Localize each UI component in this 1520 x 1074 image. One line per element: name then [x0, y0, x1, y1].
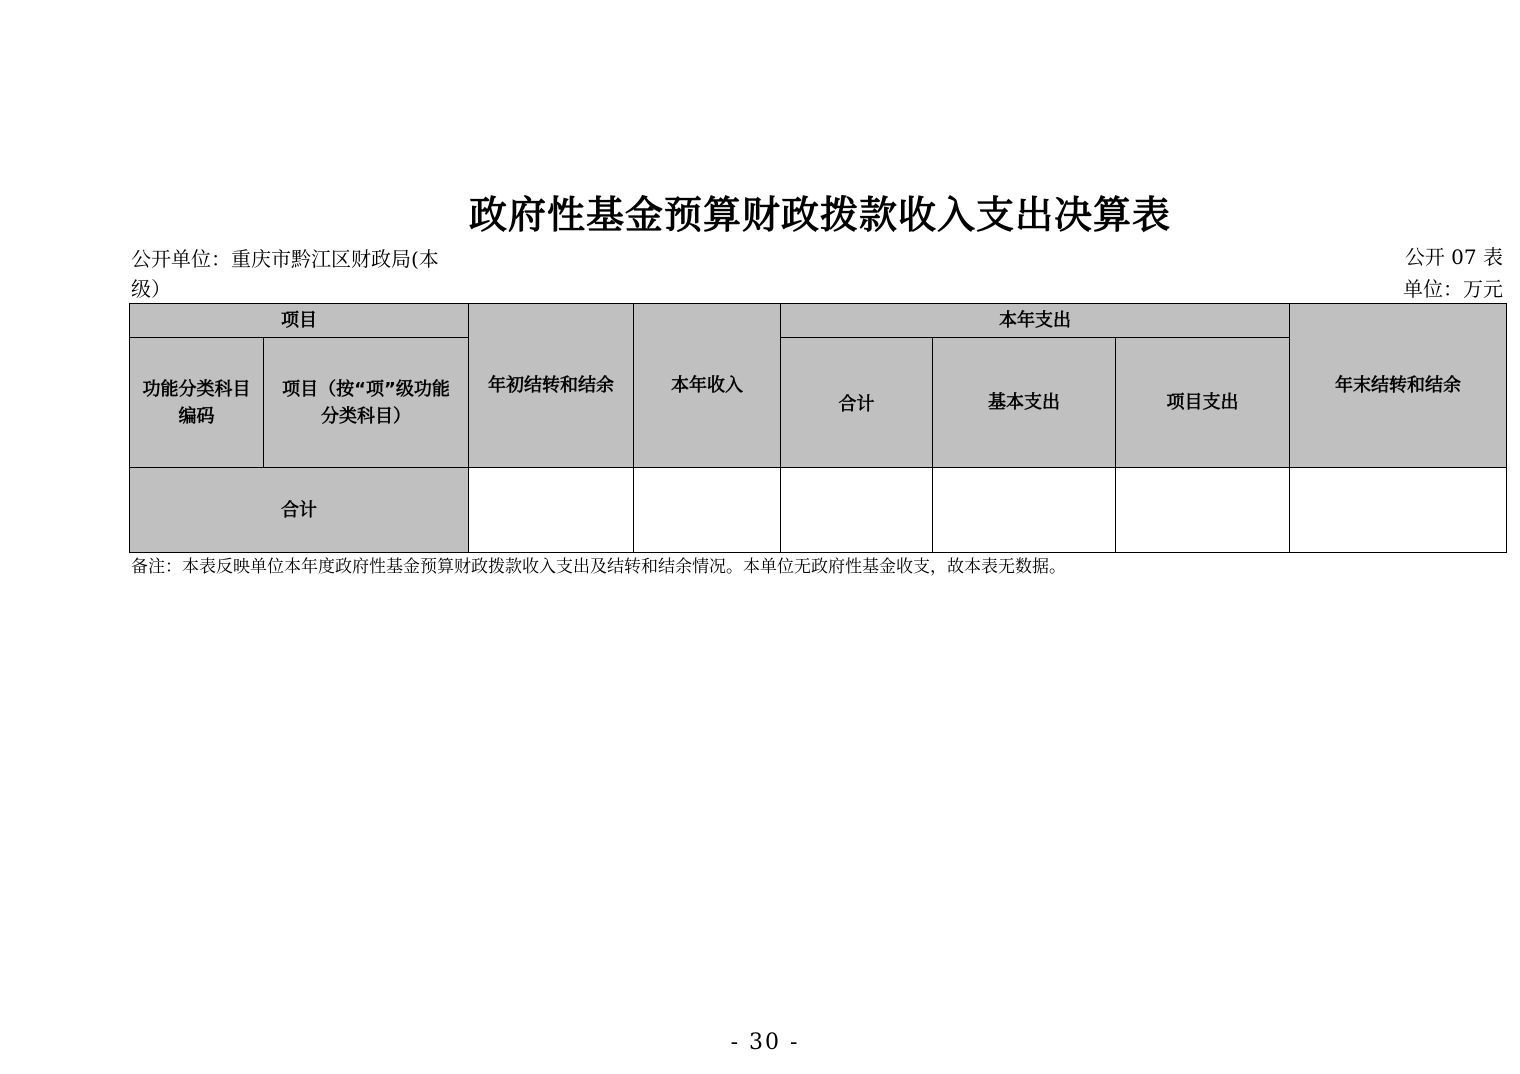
summary-total: [781, 468, 933, 553]
page-title: 政府性基金预算财政拨款收入支出决算表: [468, 192, 1171, 237]
header-current-income: 本年收入: [634, 304, 781, 468]
header-basic-expense: 基本支出: [933, 338, 1116, 468]
reporting-unit-line1: 公开单位：重庆市黔江区财政局(本: [131, 247, 439, 271]
header-item-name-line1: 项目（按“项”级功能: [282, 378, 450, 400]
table-meta: [1403, 241, 1503, 305]
reporting-unit: [131, 244, 476, 304]
summary-opening-balance: [469, 468, 634, 553]
summary-current-income: [634, 468, 781, 553]
header-total: 合计: [781, 338, 933, 468]
table-row: [130, 468, 1507, 553]
header-item-group: 项目: [130, 304, 469, 338]
header-item-name-line2: 分类科目）: [321, 405, 411, 427]
header-item-name: [264, 338, 469, 468]
summary-closing-balance: [1290, 468, 1507, 553]
page-number: - 30 -: [730, 1030, 800, 1055]
summary-project-expense: [1116, 468, 1290, 553]
header-closing-balance: 年末结转和结余: [1290, 304, 1507, 468]
table-number: 公开 07 表: [1404, 245, 1503, 269]
summary-row-label: 合计: [130, 468, 469, 553]
table-note: 备注：本表反映单位本年度政府性基金预算财政拨款收入支出及结转和结余情况。本单位无政府性基金收支，故本表无数据。: [131, 557, 1066, 577]
budget-table: [129, 303, 1507, 553]
header-function-code: [130, 338, 264, 468]
reporting-unit-line2: 级）: [131, 277, 171, 301]
header-opening-balance: 年初结转和结余: [469, 304, 634, 468]
currency-unit: 单位：万元: [1403, 277, 1503, 301]
header-expense-group: 本年支出: [781, 304, 1290, 338]
header-function-code-line2: 编码: [178, 405, 215, 427]
summary-basic-expense: [933, 468, 1116, 553]
header-function-code-line1: 功能分类科目: [142, 378, 251, 400]
header-project-expense: 项目支出: [1116, 338, 1290, 468]
